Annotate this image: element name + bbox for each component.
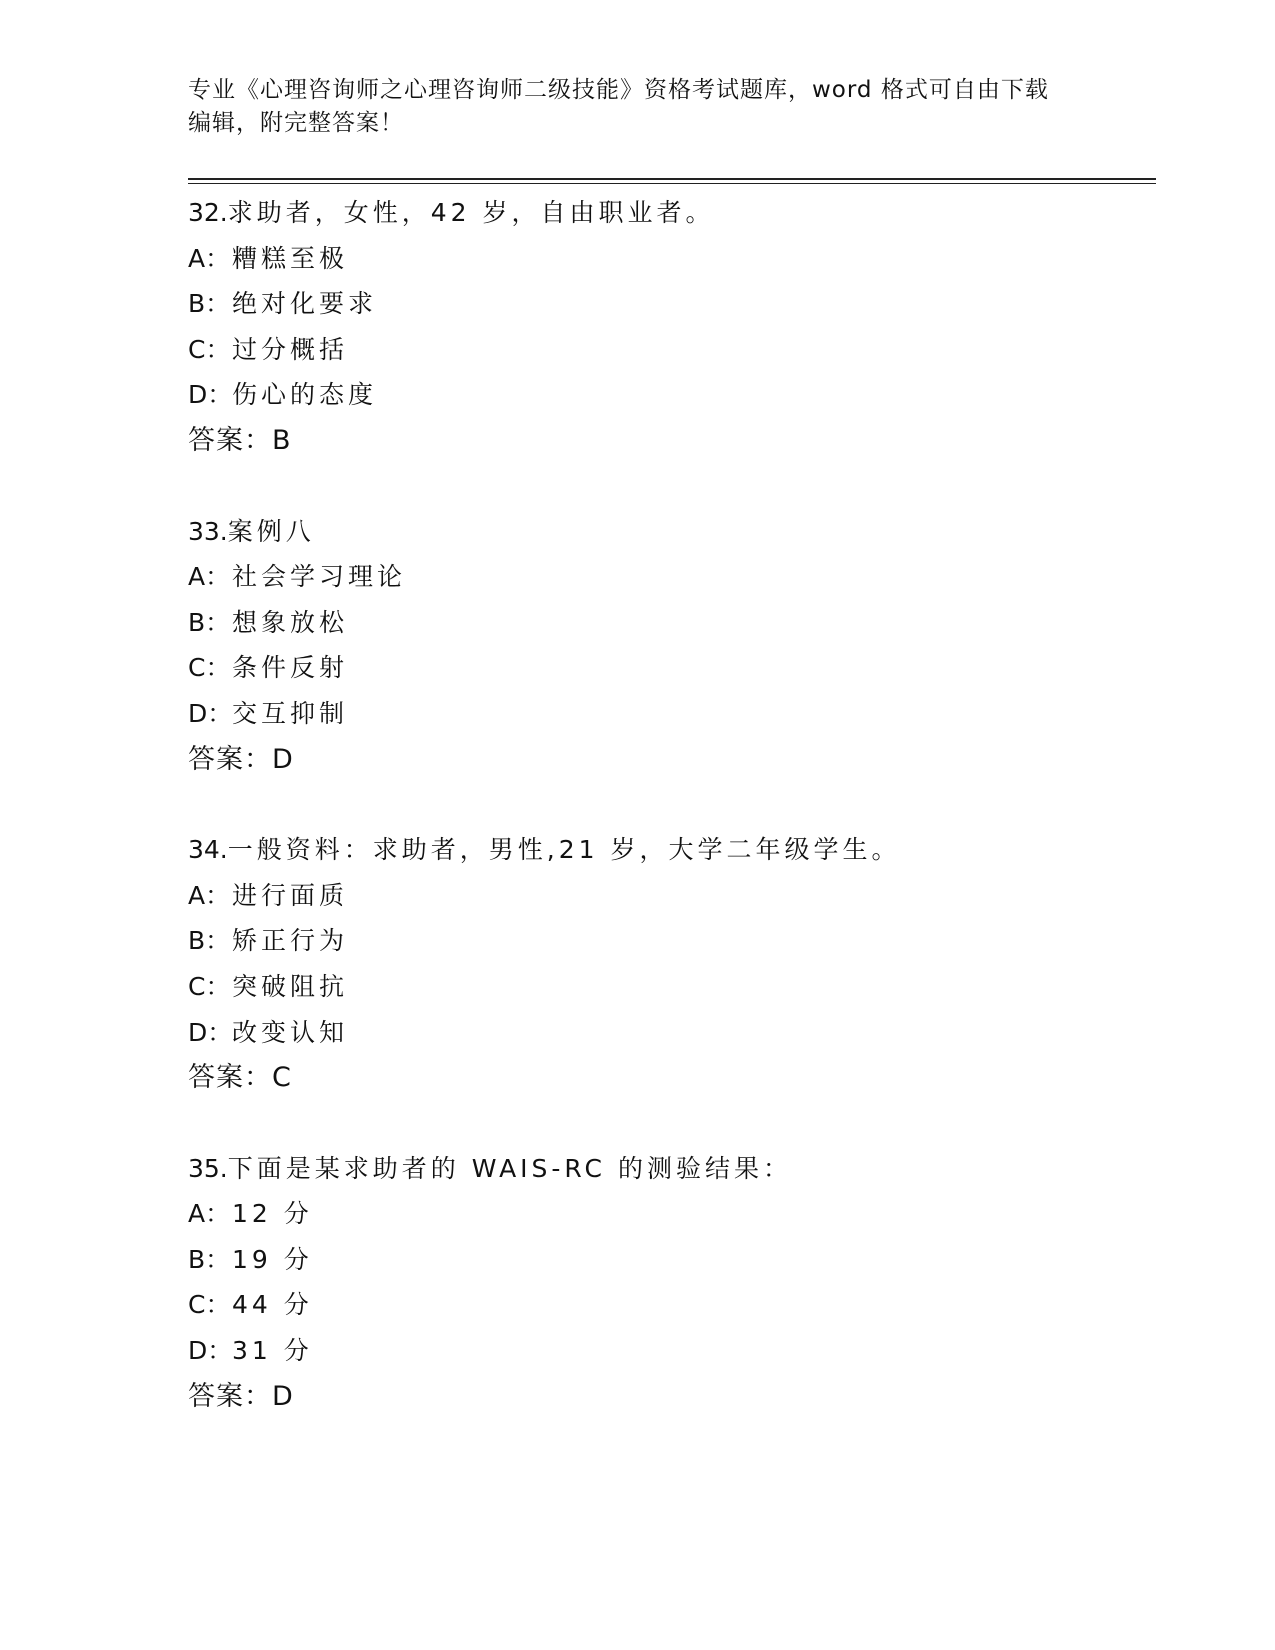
question-stem: [188, 827, 1156, 873]
question-32: [188, 190, 1156, 464]
header-line-1: 专业《心理咨询师之心理咨询师二级技能》资格考试题库，word 格式可自由下载: [188, 77, 1049, 103]
question-stem: [188, 190, 1156, 236]
header-divider-thin: [188, 183, 1156, 184]
answer-line: 答案：C: [188, 1062, 292, 1094]
question-34: [188, 827, 1156, 1101]
option-letter: A：: [188, 1199, 231, 1229]
option-d: [188, 691, 1156, 737]
option-b: [188, 1237, 1156, 1283]
option-letter: B：: [188, 926, 231, 956]
option-a: [188, 873, 1156, 919]
option-text: 想象放松: [232, 607, 349, 637]
option-text: 条件反射: [232, 653, 349, 683]
option-c: [188, 964, 1156, 1010]
option-b: [188, 600, 1156, 646]
option-d: [188, 372, 1156, 418]
question-33: [188, 509, 1156, 783]
question-text: 案例八: [227, 516, 315, 546]
option-letter: C：: [188, 1290, 231, 1320]
option-letter: B：: [188, 607, 231, 637]
option-b: [188, 281, 1156, 327]
header-divider-thick: [188, 178, 1156, 180]
option-letter: A：: [188, 243, 231, 273]
option-letter: D：: [188, 698, 233, 728]
question-number: 34.: [188, 835, 228, 865]
question-number: 32.: [188, 198, 228, 227]
option-text: 31 分: [232, 1336, 313, 1366]
option-letter: C：: [188, 971, 231, 1001]
option-text: 44 分: [232, 1290, 313, 1320]
option-text: 突破阻抗: [232, 971, 349, 1001]
option-letter: B：: [188, 1244, 231, 1274]
question-text: 求助者，女性，42 岁，自由职业者。: [227, 198, 715, 227]
option-c: [188, 1282, 1156, 1328]
question-number: 33.: [188, 516, 228, 546]
option-d: [188, 1010, 1156, 1056]
option-letter: C：: [188, 653, 231, 683]
option-text: 过分概括: [232, 334, 349, 364]
option-d: [188, 1328, 1156, 1374]
answer-line: 答案：D: [188, 1380, 294, 1412]
option-letter: D：: [188, 1336, 233, 1366]
option-text: 糟糕至极: [232, 243, 349, 273]
option-text: 19 分: [232, 1244, 313, 1274]
option-letter: A：: [188, 562, 231, 592]
option-letter: D：: [188, 1017, 233, 1047]
option-text: 进行面质: [232, 880, 349, 910]
question-35: [188, 1146, 1156, 1420]
option-text: 改变认知: [232, 1017, 349, 1047]
document-header: [188, 74, 1068, 140]
question-text: 下面是某求助者的 WAIS-RC 的测验结果：: [227, 1153, 792, 1183]
option-text: 交互抑制: [232, 698, 349, 728]
option-text: 伤心的态度: [232, 380, 378, 410]
option-a: [188, 236, 1156, 282]
option-a: [188, 1191, 1156, 1237]
option-text: 12 分: [232, 1199, 313, 1229]
question-stem: [188, 509, 1156, 555]
option-letter: B：: [188, 289, 231, 319]
option-letter: A：: [188, 880, 231, 910]
option-text: 矫正行为: [232, 926, 349, 956]
answer-line: 答案：D: [188, 743, 294, 775]
option-text: 社会学习理论: [232, 562, 407, 592]
option-c: [188, 645, 1156, 691]
question-number: 35.: [188, 1153, 228, 1183]
option-b: [188, 918, 1156, 964]
option-c: [188, 327, 1156, 373]
option-letter: D：: [188, 380, 233, 410]
option-a: [188, 554, 1156, 600]
option-text: 绝对化要求: [232, 289, 378, 319]
question-text: 一般资料：求助者，男性,21 岁，大学二年级学生。: [227, 835, 901, 865]
question-stem: [188, 1146, 1156, 1192]
option-letter: C：: [188, 334, 231, 364]
header-line-2: 编辑，附完整答案！: [188, 110, 404, 136]
answer-line: 答案：B: [188, 424, 292, 456]
question-list: [188, 190, 1156, 1419]
